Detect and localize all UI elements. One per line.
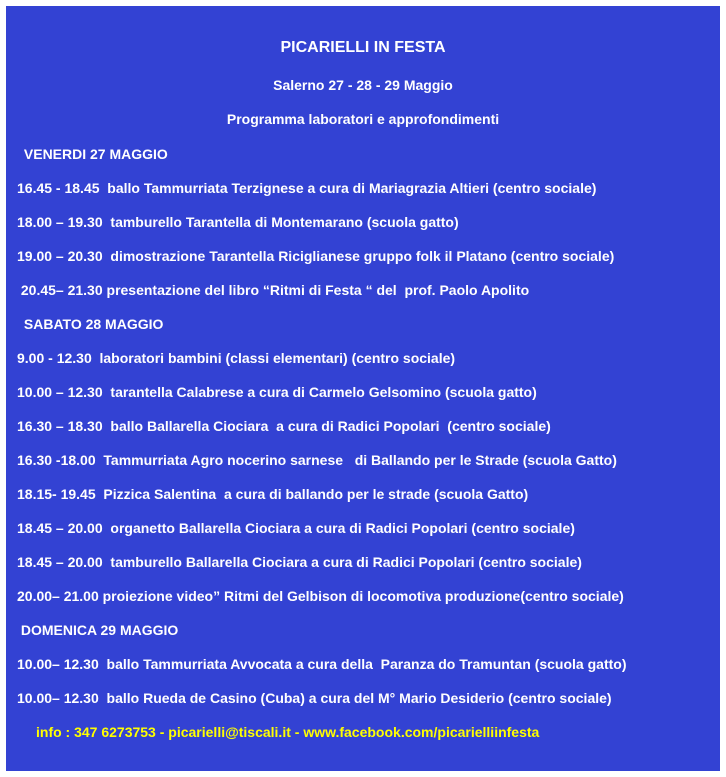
event-poster <box>6 6 720 771</box>
schedule-item: 20.45– 21.30 presentazione del libro “Ritmi di Festa “ del prof. Paolo Apolito <box>17 282 530 298</box>
schedule-item: 18.45 – 20.00 organetto Ballarella Ciociara a cura di Radici Popolari (centro sociale) <box>17 520 575 536</box>
poster-subtitle: Salerno 27 - 28 - 29 Maggio <box>273 77 453 93</box>
schedule-item: 16.45 - 18.45 ballo Tammurriata Terzignese a cura di Mariagrazia Altieri (centro sociale) <box>17 180 597 196</box>
contact-info: info : 347 6273753 - picarielli@tiscali.it - www.facebook.com/picarielliinfesta <box>36 724 540 740</box>
schedule-item: 16.30 – 18.30 ballo Ballarella Ciociara a cura di Radici Popolari (centro sociale) <box>17 418 551 434</box>
schedule-item: 20.00– 21.00 proiezione video” Ritmi del Gelbison di locomotiva produzione(centro sociale) <box>17 588 624 604</box>
schedule-item: 10.00– 12.30 ballo Rueda de Casino (Cuba) a cura del M° Mario Desiderio (centro sociale) <box>17 690 612 706</box>
schedule-item: 10.00 – 12.30 tarantella Calabrese a cura di Carmelo Gelsomino (scuola gatto) <box>17 384 537 400</box>
day-heading-sunday: DOMENICA 29 MAGGIO <box>17 622 179 638</box>
poster-title: PICARIELLI IN FESTA <box>280 39 446 56</box>
schedule-item: 18.00 – 19.30 tamburello Tarantella di Montemarano (scuola gatto) <box>17 214 459 230</box>
day-heading-friday: VENERDI 27 MAGGIO <box>20 146 168 162</box>
schedule-item: 9.00 - 12.30 laboratori bambini (classi elementari) (centro sociale) <box>17 350 456 366</box>
schedule-item: 16.30 -18.00 Tammurriata Agro nocerino sarnese di Ballando per le Strade (scuola Gatto) <box>17 452 617 468</box>
schedule-item: 18.45 – 20.00 tamburello Ballarella Ciociara a cura di Radici Popolari (centro sociale) <box>17 554 582 570</box>
day-heading-saturday: SABATO 28 MAGGIO <box>20 316 164 332</box>
program-heading: Programma laboratori e approfondimenti <box>226 111 500 127</box>
schedule-item: 19.00 – 20.30 dimostrazione Tarantella Riciglianese gruppo folk il Platano (centro sociale) <box>17 248 615 264</box>
schedule-item: 10.00– 12.30 ballo Tammurriata Avvocata a cura della Paranza do Tramuntan (scuola gatto) <box>17 656 627 672</box>
schedule-item: 18.15- 19.45 Pizzica Salentina a cura di ballando per le strade (scuola Gatto) <box>17 486 529 502</box>
